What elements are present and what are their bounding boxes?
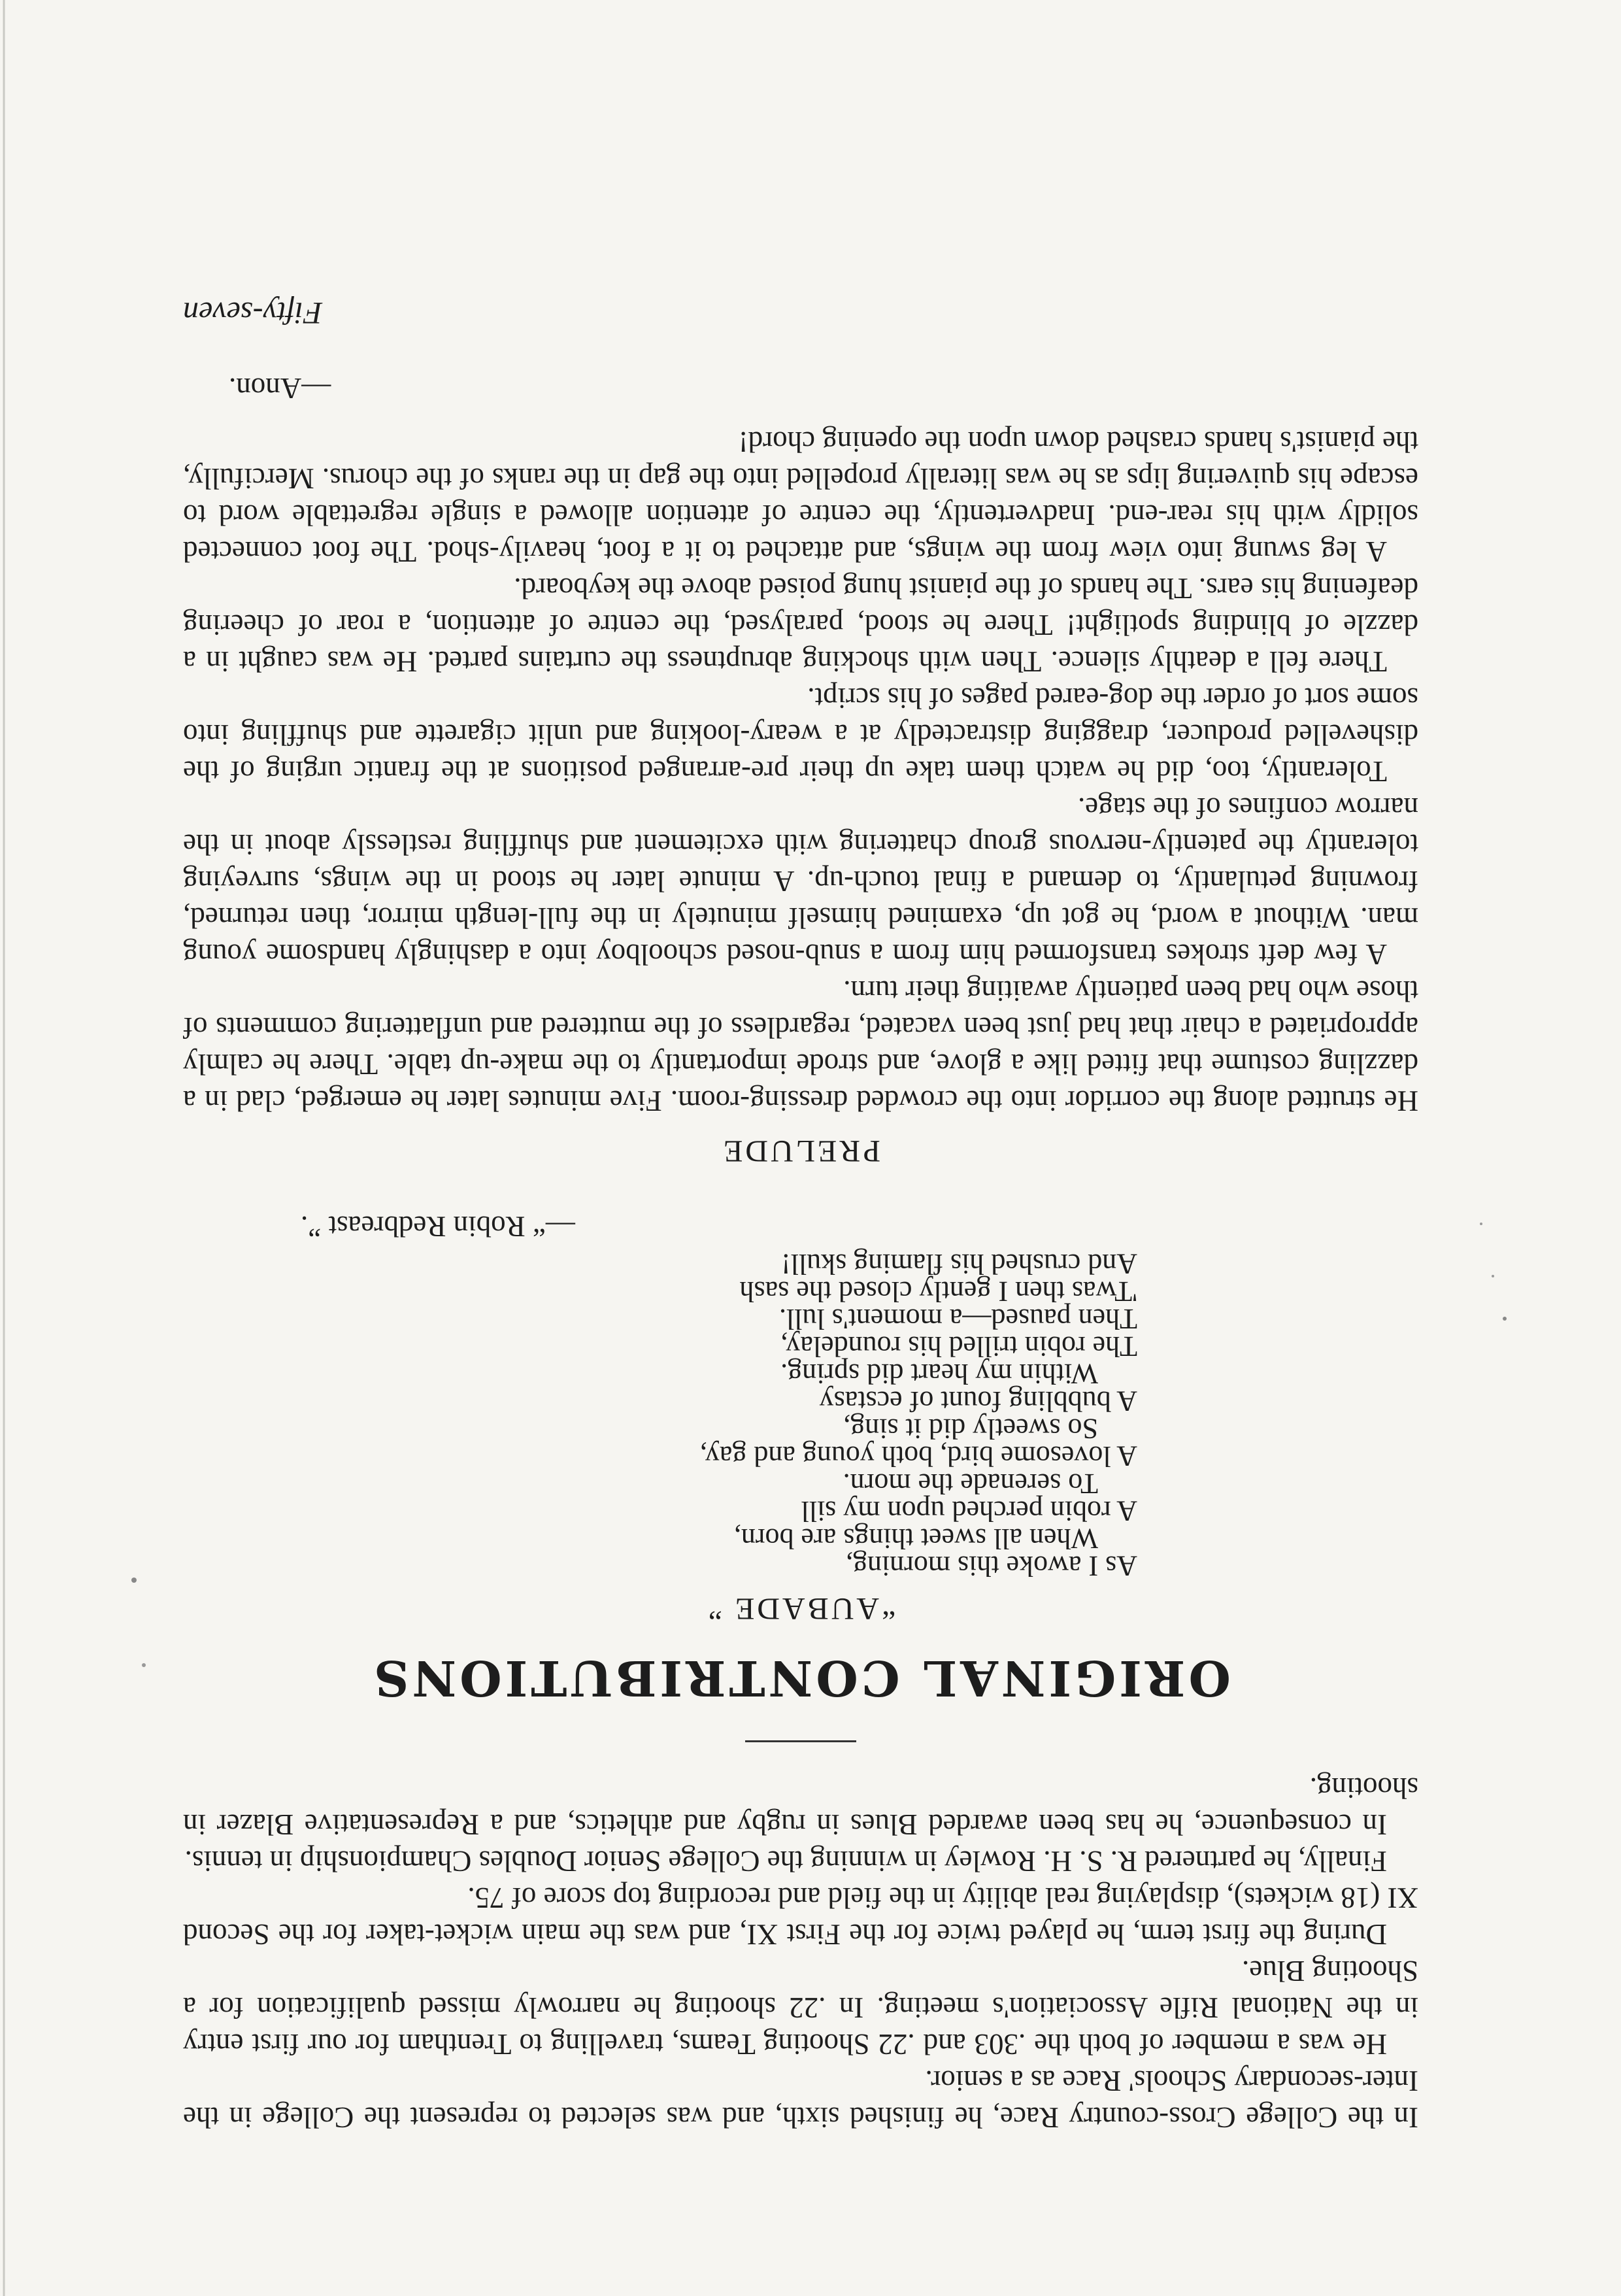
poem-line: Then paused—a moment's lull. [778,1303,1137,1335]
scan-speck [1480,1223,1482,1225]
prelude-paragraph: He strutted along the corridor into the crowded dressing-room. Five minutes later he emerged, clad in a dazzling costume that fitted like a glove, and strode importantly to the make-up table. There he calmly appropriated a chair that had just been vacated, regardless of the muttered and unflattering comments of those who had been patiently awaiting their turn. [183,975,1418,1117]
poem-line: So sweetly did it sing, [843,1413,1098,1445]
sports-paragraph: In consequence, he has been awarded Blues in rugby and athletics, and a Representative Blazer in shooting. [183,1772,1418,1841]
author-signature: —Anon. [229,372,331,405]
section-title: ORIGINAL CONTRIBUTIONS [371,1649,1231,1706]
prelude-paragraph: A leg swung into view from the wings, and attached to it a foot, heavily-shod. The foot connected solidly with his rear-end. Inadvertently, the centre of attention allowed a single regrettable word to escape his quivering lips as he was literally propelled into the gap in the ranks of the chorus. Mercifully, the pianist's hands crashed down upon the opening chord! [183,426,1418,568]
scan-speck [1503,1317,1507,1321]
poem-title: “AUBADE ” [705,1591,896,1626]
page-content [183,83,1418,2136]
sports-paragraph: During the first term, he played twice for the First XI, and was the main wicket-taker for the Second XI (18 wickets), displaying real ability in the field and recording top score of 75. [183,1882,1418,1951]
sports-paragraph: He was a member of both the .303 and .22 Shooting Teams, travelling to Trentham for our first entry in the National Rifle Association's meeting. In .22 shooting he narrowly missed qualification for a Shooting Blue. [183,1955,1418,2061]
page-number: Fifty-seven [183,295,323,330]
scan-speck [131,1578,137,1583]
poem-line: A lovesome bird, both young and gay, [699,1440,1137,1472]
poem [183,1248,1137,1582]
prelude-paragraph: There fell a deathly silence. Then with shocking abruptness the curtains parted. He was caught in a dazzle of blinding spotlight! There he stood, paralysed, the centre of attention, a roar of cheering deafening his ears. The hands of the pianist hung poised above the keyboard. [183,572,1418,678]
prelude-title: PRELUDE [721,1134,880,1168]
poem-line: Within my heart did spring. [780,1358,1098,1390]
poem-line: As I awoke this morning, [845,1550,1137,1582]
sports-paragraph: Finally, he partnered R. S. H. Rowley in winning the College Senior Doubles Championship in tennis. [184,1845,1387,1878]
poem-line: When all sweet things are born, [733,1523,1098,1555]
prelude-paragraph: Tolerantly, too, did he watch them take up their pre-arranged positions at the frantic urging of the dishevelled producer, dragging distractedly at a weary-looking and unlit cigarette and shuffling into some sort of order the dog-eared pages of his script. [183,682,1418,788]
poem-line: A bubbling fount of ecstasy [819,1385,1137,1417]
prelude-paragraph: A few deft strokes transformed him from a snub-nosed schoolboy into a dashingly handsome young man. Without a word, he got up, examined himself minutely in the full-length mirror, then returned, frowning petulantly, to demand a final touch-up. A minute later he stood in the wings, surveying tolerantly the patently-nervous group chattering with excitement and shuffling restlessly about in the narrow confines of the stage. [183,792,1418,971]
scan-speck [1492,1275,1494,1277]
section-divider [745,1740,856,1742]
poem-line: And crushed his flaming skull! [780,1248,1137,1280]
scan-speck [142,1663,146,1667]
sports-paragraph: In the College Cross-country Race, he finished sixth, and was selected to represent the College in the Inter-secondary Schools' Race as a senior. [183,2065,1418,2134]
poem-line: To serenade the morn. [843,1468,1098,1500]
poem-line: 'Twas then I gently closed the sash [739,1275,1137,1308]
poem-attribution: —“ Robin Redbreast ”. [301,1210,575,1243]
poem-line: A robin perched upon my sill [801,1495,1137,1527]
poem-line: The robin trilled his roundelay, [780,1330,1137,1362]
